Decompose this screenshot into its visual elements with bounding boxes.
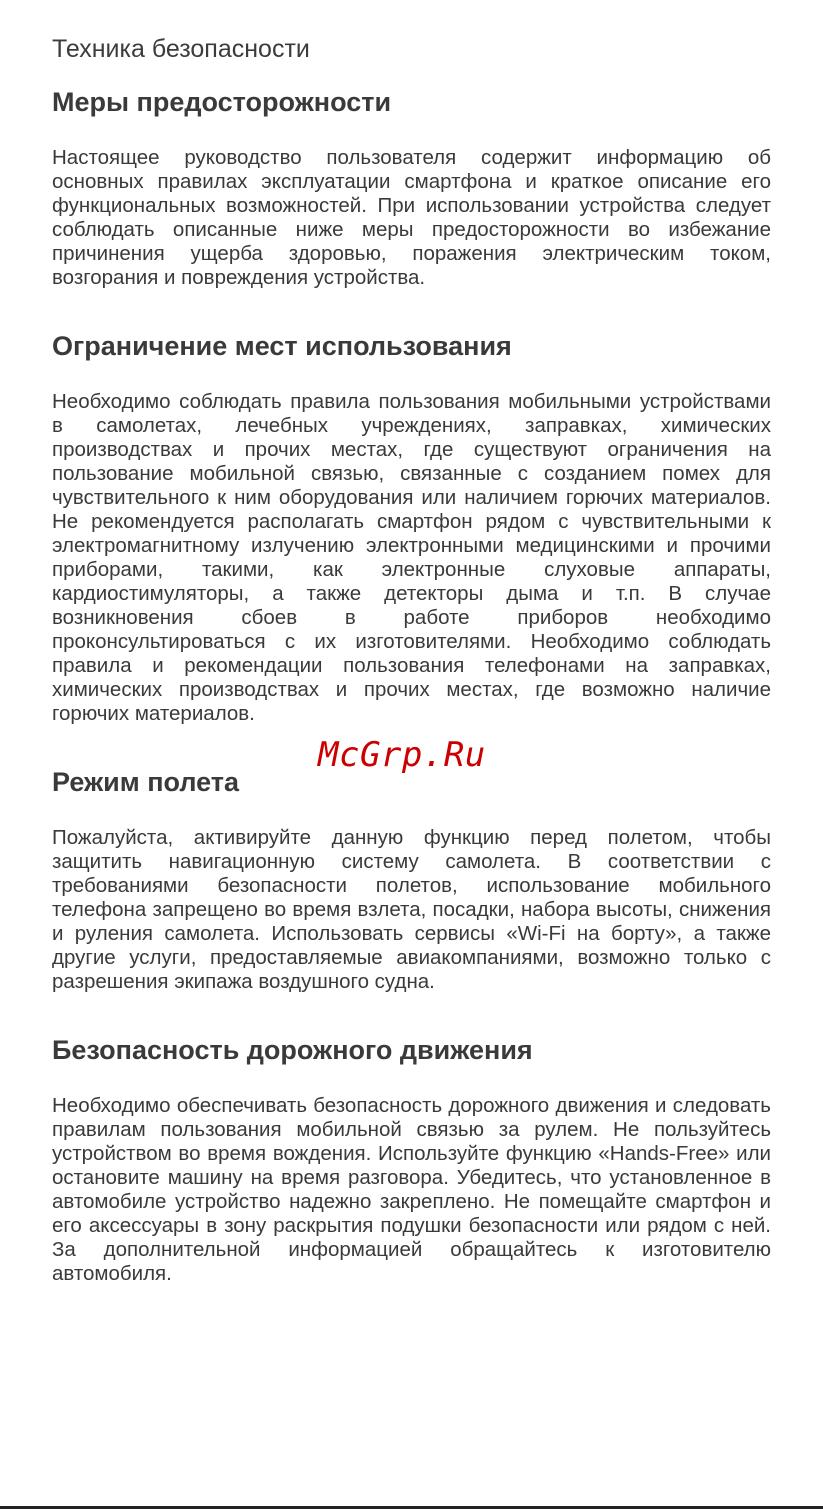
section-road-safety (52, 1030, 771, 1286)
page-running-header: Техника безопасности (52, 35, 310, 63)
section-body-road-safety: Необходимо обеспечивать безопасность дорожного движения и следовать правилам пользования мобильной связью за рулем. Не пользуйтесь устройством во время вождения. Используйте функцию «Hands-Free» или остановите машину на время разговора. Убедитесь, что установленное в автомобиле устройство надежно закреплено. Не помещайте смартфон и его аксессуары в зону раскрытия подушки безопасности или рядом с ней. За дополнительной информацией обращайтесь к изготовителю автомобиля. (52, 1094, 771, 1285)
section-precautions (52, 82, 771, 290)
section-usage-restrictions (52, 326, 771, 726)
section-body-usage-restrictions: Необходимо соблюдать правила пользования мобильными устройствами в самолетах, лечебных учреждениях, заправках, химических производствах и прочих местах, где существуют ограничения на пользование мобильной связью, связанные с созданием помех для чувствительного к ним оборудования или наличием горючих материалов. Не рекомендуется располагать смартфон рядом с чувствительными к электромагнитному излучению электронными медицинскими и прочими приборами, такими, как электронные слуховые аппараты, кардиостимуляторы, а также детекторы дыма и т.п. В случае возникновения сбоев в работе приборов необходимо проконсультироваться с их изготовителями. Необходимо соблюдать правила и рекомендации пользования телефонами на заправках, химических производствах и прочих местах, где возможно наличие горючих материалов. (52, 390, 771, 725)
section-title-flight-mode: Режим полета (52, 767, 240, 797)
section-body-flight-mode: Пожалуйста, активируйте данную функцию перед полетом, чтобы защитить навигационную систему самолета. В соответствии с требованиями безопасности полетов, использование мобильного телефона запрещено во время взлета, посадки, набора высоты, снижения и руления самолета. Использовать сервисы «Wi-Fi на борту», а также другие услуги, предоставляемые авиакомпаниями, возможно только с разрешения экипажа воздушного судна. (52, 826, 771, 993)
watermark-logo: McGrp.Ru (318, 735, 486, 775)
section-flight-mode (52, 762, 771, 994)
section-title-precautions: Меры предосторожности (52, 87, 392, 117)
section-title-usage-restrictions: Ограничение мест использования (52, 331, 512, 361)
manual-page (52, 30, 771, 1322)
section-title-road-safety: Безопасность дорожного движения (52, 1035, 533, 1065)
section-body-precautions: Настоящее руководство пользователя содержит информацию об основных правилах эксплуатации смартфона и краткое описание его функциональных возможностей. При использовании устройства следует соблюдать описанные ниже меры предосторожности во избежание причинения ущерба здоровью, поражения электрическим током, возгорания и повреждения устройства. (52, 146, 771, 289)
